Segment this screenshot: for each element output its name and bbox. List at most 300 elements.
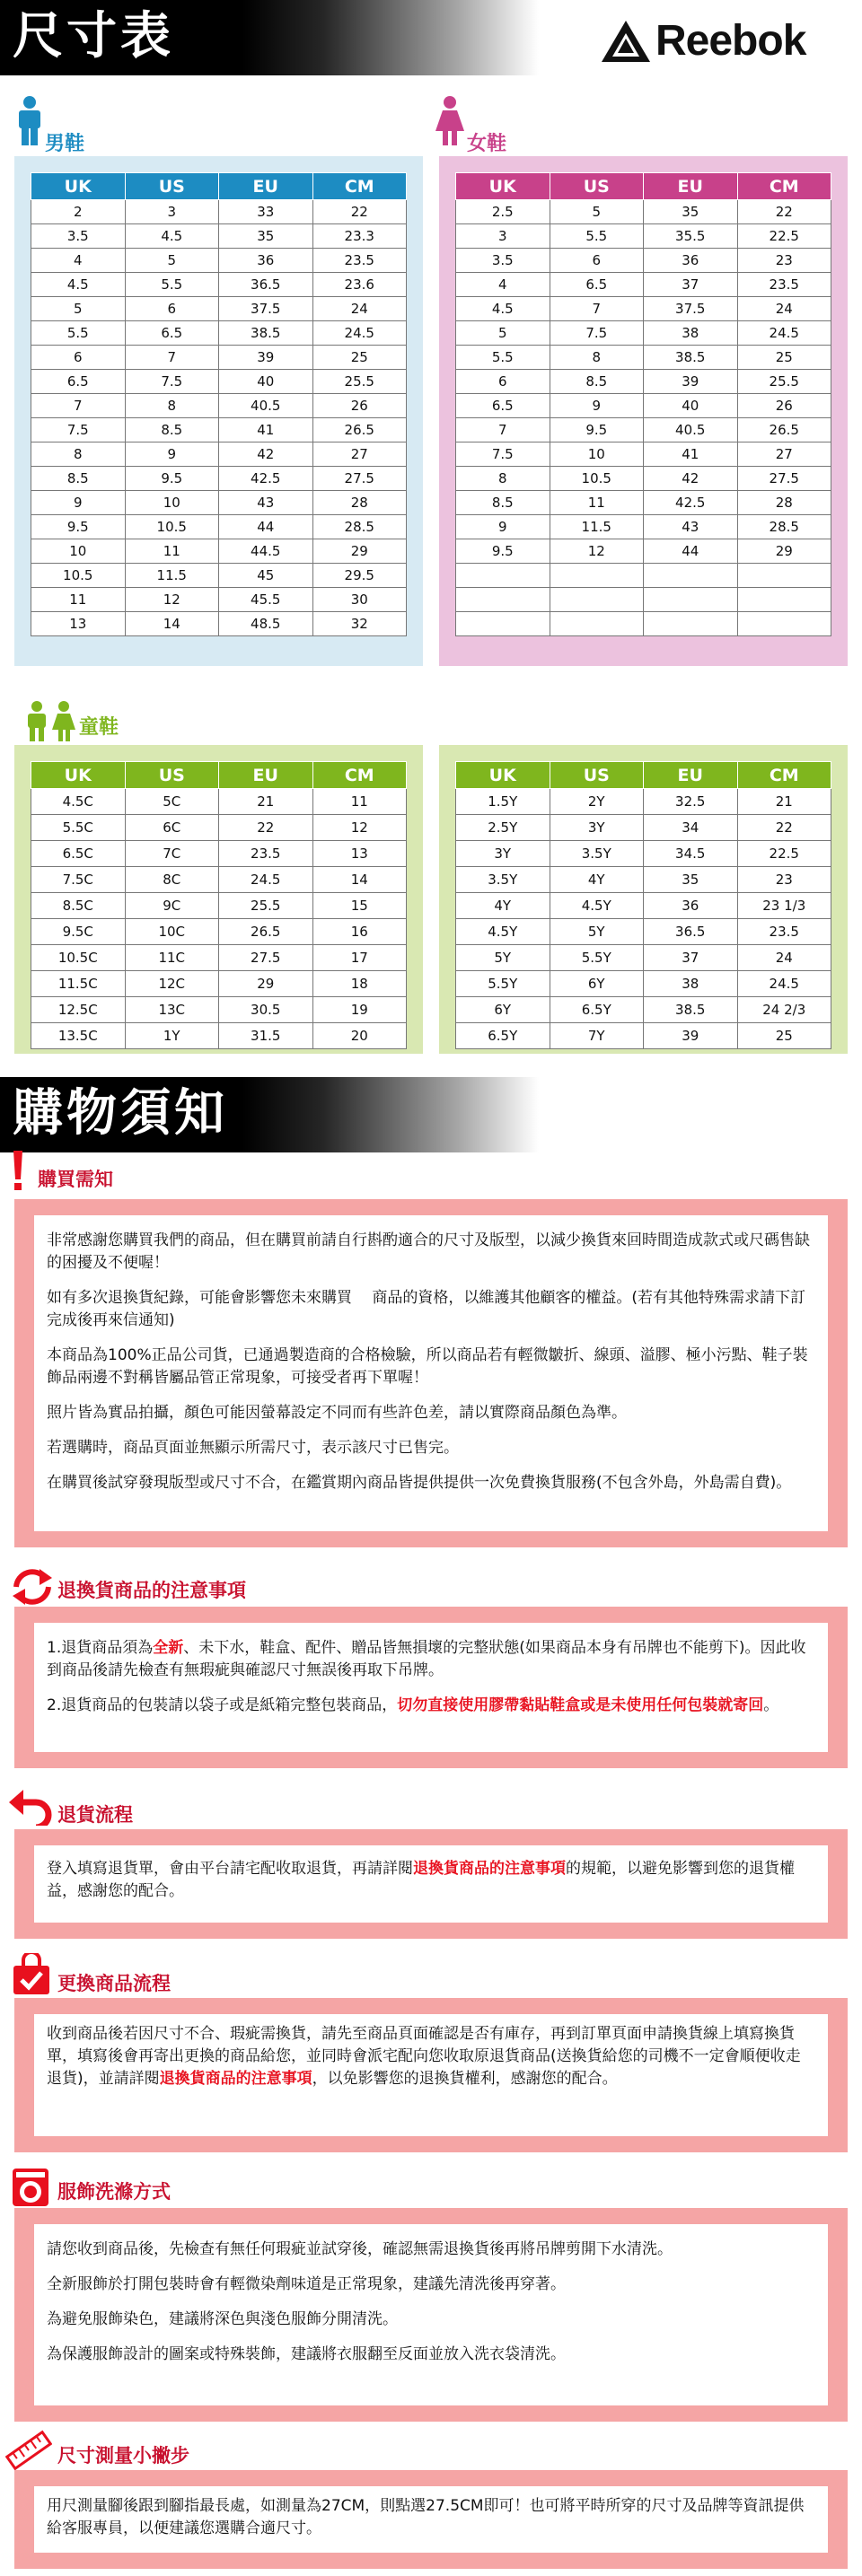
table-cell: 33: [219, 200, 313, 224]
return-note-2: 2.退貨商品的包裝請以袋子或是紙箱完整包裝商品，切勿直接使用膠帶黏貼鞋盒或是未使用任何包裝就寄回。: [47, 1696, 779, 1714]
gift-bag-icon: [11, 1953, 52, 1996]
table-cell: 4Y: [456, 893, 550, 919]
table-row: [31, 249, 407, 273]
brand-name: Reebok: [655, 17, 806, 65]
table-cell: 4.5: [456, 297, 550, 321]
table-cell: 29: [312, 539, 407, 564]
col-us: US: [550, 173, 644, 200]
table-cell: 12.5C: [31, 997, 126, 1023]
table-row: [31, 539, 407, 564]
table-cell: 44: [219, 515, 313, 539]
table-cell: 5: [456, 321, 550, 346]
table-row: [31, 394, 407, 418]
table-row: [456, 346, 831, 370]
table-cell: 41: [219, 418, 313, 442]
col-cm: CM: [737, 762, 831, 789]
table-cell: 22: [737, 200, 831, 224]
table-row: [456, 612, 831, 636]
washing-heading-text: 服飾洗滌方式: [57, 2181, 171, 2203]
table-cell: 5Y: [456, 945, 550, 971]
col-eu: EU: [644, 173, 738, 200]
table-cell: 5Y: [550, 919, 644, 945]
table-row: [31, 200, 407, 224]
return-notes-heading-text: 退換貨商品的注意事項: [57, 1580, 246, 1601]
table-cell: 2Y: [550, 789, 644, 815]
table-row: [456, 588, 831, 612]
return-flow-content: 登入填寫退貨單，會由平台請宅配收取退貨，再請詳閱退換貨商品的注意事項的規範，以避免影響到您的退貨權益，感謝您的配合。: [34, 1845, 828, 1923]
table-cell: 22: [312, 200, 407, 224]
table-row: [456, 467, 831, 491]
ruler-icon: [5, 2429, 52, 2472]
col-eu: EU: [219, 173, 313, 200]
table-cell: 27: [312, 442, 407, 467]
table-cell: 6C: [125, 815, 219, 841]
table-cell: 8.5: [125, 418, 219, 442]
table-cell: 29: [737, 539, 831, 564]
table-row: [456, 249, 831, 273]
table-cell: 28.5: [737, 515, 831, 539]
table-row: [456, 564, 831, 588]
table-cell: 23.5: [737, 919, 831, 945]
table-cell: 3.5: [31, 224, 126, 249]
table-row: [456, 224, 831, 249]
exchange-flow-box: [14, 1998, 848, 2152]
table-row: [456, 867, 831, 893]
table-cell: 39: [219, 346, 313, 370]
table-cell: 22.5: [737, 224, 831, 249]
table-row: [31, 893, 407, 919]
exchange-flow-heading-text: 更換商品流程: [57, 1973, 171, 1994]
table-cell: 8.5: [456, 491, 550, 515]
table-cell: 38.5: [219, 321, 313, 346]
table-cell: 11: [312, 789, 407, 815]
table-cell: [644, 564, 738, 588]
table-cell: 8: [31, 442, 126, 467]
table-row: [31, 491, 407, 515]
purchase-p1: 非常感謝您購買我們的商品，但在購買前請自行斟酌適合的尺寸及版型，以減少換貨來回時間造成款式或尺碼售缺的困擾及不便喔！: [47, 1231, 810, 1272]
table-cell: 26: [312, 394, 407, 418]
table-cell: 35.5: [644, 224, 738, 249]
table-cell: 5.5: [31, 321, 126, 346]
table-cell: 40.5: [644, 418, 738, 442]
table-cell: 10: [550, 442, 644, 467]
col-uk: UK: [31, 762, 126, 789]
table-row: [31, 346, 407, 370]
table-cell: 14: [125, 612, 219, 636]
table-cell: [456, 612, 550, 636]
kids-size-table-right: [455, 761, 831, 1049]
table-cell: 6: [31, 346, 126, 370]
table-cell: 8: [125, 394, 219, 418]
table-cell: 30: [312, 588, 407, 612]
table-row: [456, 997, 831, 1023]
table-row: [456, 815, 831, 841]
table-cell: 10: [31, 539, 126, 564]
exchange-flow-heading: [57, 1971, 171, 1996]
purchase-heading: [38, 1167, 113, 1192]
table-cell: 29.5: [312, 564, 407, 588]
table-cell: 8.5: [31, 467, 126, 491]
table-cell: 6.5C: [31, 841, 126, 867]
table-row: [31, 919, 407, 945]
shopping-notice-banner: [0, 1077, 539, 1152]
table-cell: 29: [219, 971, 313, 997]
table-row: [456, 394, 831, 418]
table-cell: 32.5: [644, 789, 738, 815]
table-cell: 43: [644, 515, 738, 539]
table-cell: 26.5: [219, 919, 313, 945]
table-cell: 40: [219, 370, 313, 394]
col-cm: CM: [312, 173, 407, 200]
table-row: [31, 841, 407, 867]
table-cell: 2.5: [456, 200, 550, 224]
table-cell: 11.5: [550, 515, 644, 539]
kids-icon: [25, 700, 77, 741]
table-cell: 34.5: [644, 841, 738, 867]
purchase-heading-text: 購買需知: [38, 1169, 113, 1190]
table-cell: 11C: [125, 945, 219, 971]
table-cell: 38.5: [644, 997, 738, 1023]
table-cell: 39: [644, 1023, 738, 1049]
shopping-notice-title: 購物須知: [13, 1084, 228, 1143]
table-cell: 6: [125, 297, 219, 321]
table-cell: 3: [456, 224, 550, 249]
table-cell: 27.5: [219, 945, 313, 971]
table-cell: 7.5: [550, 321, 644, 346]
return-flow-box: [14, 1829, 848, 1939]
table-row: [31, 588, 407, 612]
table-cell: 12: [125, 588, 219, 612]
table-cell: 25: [737, 1023, 831, 1049]
table-cell: 8.5C: [31, 893, 126, 919]
table-cell: 27: [737, 442, 831, 467]
table-cell: 8C: [125, 867, 219, 893]
table-row: [456, 515, 831, 539]
table-cell: 7: [456, 418, 550, 442]
table-cell: 4.5C: [31, 789, 126, 815]
table-cell: 13.5C: [31, 1023, 126, 1049]
washing-p1: 請您收到商品後，先檢查有無任何瑕疵並試穿後，確認無需退換貨後再將吊牌剪開下水清洗。: [47, 2240, 673, 2258]
woman-icon: [435, 95, 465, 145]
table-cell: 36.5: [644, 919, 738, 945]
table-cell: 24 2/3: [737, 997, 831, 1023]
table-row: [31, 789, 407, 815]
kids-label: 童鞋: [79, 716, 119, 739]
return-arrow-icon: [9, 1786, 54, 1826]
women-size-panel: [439, 156, 848, 666]
table-cell: 27.5: [737, 467, 831, 491]
table-cell: 22.5: [737, 841, 831, 867]
table-cell: 24.5: [737, 321, 831, 346]
table-cell: 27.5: [312, 467, 407, 491]
washing-box: [14, 2208, 848, 2422]
table-row: [31, 997, 407, 1023]
table-cell: 16: [312, 919, 407, 945]
table-cell: 2: [31, 200, 126, 224]
table-cell: 44.5: [219, 539, 313, 564]
table-cell: 31.5: [219, 1023, 313, 1049]
size-chart-title: 尺寸表: [13, 7, 174, 66]
table-cell: 18: [312, 971, 407, 997]
table-cell: 6.5: [550, 273, 644, 297]
table-row: [31, 971, 407, 997]
table-cell: 23: [737, 249, 831, 273]
table-cell: 35: [644, 867, 738, 893]
table-row: [31, 1023, 407, 1049]
table-cell: 9: [31, 491, 126, 515]
table-row: [456, 971, 831, 997]
table-cell: 36: [644, 249, 738, 273]
table-row: [31, 442, 407, 467]
table-row: [456, 841, 831, 867]
table-cell: 21: [219, 789, 313, 815]
table-cell: 41: [644, 442, 738, 467]
table-row: [31, 370, 407, 394]
table-cell: 48.5: [219, 612, 313, 636]
table-cell: 6Y: [456, 997, 550, 1023]
table-cell: 34: [644, 815, 738, 841]
table-cell: 6.5Y: [550, 997, 644, 1023]
table-cell: 40.5: [219, 394, 313, 418]
table-row: [31, 297, 407, 321]
exchange-icon: [11, 1567, 54, 1607]
table-cell: [550, 612, 644, 636]
return-notes-heading: [57, 1578, 246, 1603]
table-cell: 13: [31, 612, 126, 636]
table-row: [456, 919, 831, 945]
table-cell: 25: [737, 346, 831, 370]
table-cell: 13C: [125, 997, 219, 1023]
table-cell: 5C: [125, 789, 219, 815]
table-cell: 38: [644, 321, 738, 346]
table-cell: 36: [644, 893, 738, 919]
table-cell: 5: [31, 297, 126, 321]
table-cell: [737, 588, 831, 612]
table-cell: 23 1/3: [737, 893, 831, 919]
table-row: [31, 612, 407, 636]
table-cell: 3.5Y: [456, 867, 550, 893]
table-cell: 36: [219, 249, 313, 273]
measure-box: [14, 2470, 848, 2569]
table-cell: 24: [737, 945, 831, 971]
table-cell: 11: [31, 588, 126, 612]
washing-machine-icon: [11, 2167, 50, 2208]
table-cell: 10.5C: [31, 945, 126, 971]
table-row: [31, 321, 407, 346]
table-cell: 37: [644, 945, 738, 971]
table-cell: 32: [312, 612, 407, 636]
table-cell: 36.5: [219, 273, 313, 297]
table-cell: 4: [456, 273, 550, 297]
table-cell: 26: [737, 394, 831, 418]
men-label: 男鞋: [45, 133, 85, 155]
table-cell: 28: [737, 491, 831, 515]
measure-content: [34, 2486, 828, 2553]
table-cell: 45.5: [219, 588, 313, 612]
table-cell: 5.5Y: [550, 945, 644, 971]
men-size-panel: [14, 156, 423, 666]
men-size-table: [31, 172, 407, 636]
table-cell: 9.5C: [31, 919, 126, 945]
table-cell: 25.5: [737, 370, 831, 394]
purchase-p6: 在購買後試穿發現版型或尺寸不合，在鑑賞期內商品皆提供提供一次免費換貨服務(不包含外島，外島需自費)。: [47, 1474, 792, 1492]
table-cell: 24.5: [312, 321, 407, 346]
measure-heading: [57, 2443, 189, 2468]
table-cell: 7: [31, 394, 126, 418]
table-cell: 7.5: [31, 418, 126, 442]
table-row: [456, 321, 831, 346]
return-flow-heading: [57, 1802, 133, 1827]
table-cell: 5.5: [456, 346, 550, 370]
table-cell: 21: [737, 789, 831, 815]
exclamation-icon: [11, 1151, 25, 1192]
table-cell: 5.5: [125, 273, 219, 297]
kids-size-table-left: [31, 761, 407, 1049]
col-us: US: [125, 173, 219, 200]
table-cell: 10C: [125, 919, 219, 945]
table-cell: 23.6: [312, 273, 407, 297]
table-cell: 44: [644, 539, 738, 564]
table-cell: 22: [219, 815, 313, 841]
table-row: [31, 515, 407, 539]
reebok-logo: [600, 16, 842, 66]
table-cell: 23.5: [219, 841, 313, 867]
size-chart-banner: [0, 0, 539, 75]
table-row: [456, 539, 831, 564]
exchange-flow-content: 收到商品後若因尺寸不合、瑕疵需換貨，請先至商品頁面確認是否有庫存，再到訂單頁面申請換貨線上填寫換貨單，填寫後會再寄出更換的商品給您，並同時會派宅配向您收取原退貨商品(送換貨給您的司機不一定會順便收走退貨)，並請詳閱退換貨商品的注意事項，以免影響您的退換貨權利，感謝您的配合。: [34, 2014, 828, 2136]
table-cell: 11.5C: [31, 971, 126, 997]
table-cell: 24.5: [219, 867, 313, 893]
table-cell: 8: [456, 467, 550, 491]
table-row: [31, 945, 407, 971]
col-uk: UK: [456, 762, 550, 789]
table-cell: [456, 564, 550, 588]
table-cell: 1.5Y: [456, 789, 550, 815]
table-cell: 10: [125, 491, 219, 515]
table-cell: 28: [312, 491, 407, 515]
table-row: [31, 564, 407, 588]
table-cell: 6.5: [456, 394, 550, 418]
table-cell: 9.5: [550, 418, 644, 442]
table-cell: 10.5: [550, 467, 644, 491]
return-note-1: 1.退貨商品須為全新、未下水，鞋盒、配件、贈品皆無損壞的完整狀態(如果商品本身有吊牌也不能剪下)。因此收到商品後請先檢查有無瑕疵與確認尺寸無誤後再取下吊牌。: [47, 1639, 806, 1679]
table-cell: 11: [125, 539, 219, 564]
table-row: [456, 370, 831, 394]
table-row: [456, 1023, 831, 1049]
washing-p4: 為保護服飾設計的圖案或特殊裝飾，建議將衣服翻至反面並放入洗衣袋清洗。: [47, 2345, 566, 2363]
table-cell: 9.5: [125, 467, 219, 491]
table-cell: 12C: [125, 971, 219, 997]
measure-p1: 用尺測量腳後跟到腳指最長處，如測量為27CM，則點選27.5CM即可！也可將平時所穿的尺寸及品牌等資訊提供給客服專員，以便建議您選購合適尺寸。: [47, 2497, 805, 2537]
table-cell: 42.5: [219, 467, 313, 491]
table-cell: 9: [125, 442, 219, 467]
table-cell: 6: [456, 370, 550, 394]
table-cell: [550, 588, 644, 612]
table-row: [31, 467, 407, 491]
purchase-p3: 本商品為100%正品公司貨，已通過製造商的合格檢驗，所以商品若有輕微皺折、線頭、溢膠、極小污點、鞋子裝飾品兩邊不對稱皆屬品管正常現象，可接受者再下單喔！: [47, 1346, 808, 1387]
table-row: [456, 200, 831, 224]
col-eu: EU: [644, 762, 738, 789]
table-cell: 38: [644, 971, 738, 997]
table-cell: 24: [312, 297, 407, 321]
table-cell: 40: [644, 394, 738, 418]
table-cell: 10.5: [125, 515, 219, 539]
table-cell: 28.5: [312, 515, 407, 539]
table-row: [456, 491, 831, 515]
table-cell: 20: [312, 1023, 407, 1049]
return-flow-heading-text: 退貨流程: [57, 1804, 133, 1826]
table-cell: 25.5: [312, 370, 407, 394]
washing-content: [34, 2224, 828, 2405]
table-cell: 37.5: [644, 297, 738, 321]
table-cell: 6.5: [125, 321, 219, 346]
table-cell: 19: [312, 997, 407, 1023]
table-cell: 22: [737, 815, 831, 841]
table-cell: 7Y: [550, 1023, 644, 1049]
table-cell: [737, 564, 831, 588]
table-cell: 25: [312, 346, 407, 370]
table-cell: 4.5Y: [550, 893, 644, 919]
table-cell: 7C: [125, 841, 219, 867]
table-cell: 15: [312, 893, 407, 919]
table-cell: 10.5: [31, 564, 126, 588]
table-cell: 7: [125, 346, 219, 370]
table-cell: 38.5: [644, 346, 738, 370]
table-row: [456, 442, 831, 467]
table-row: [456, 297, 831, 321]
women-label: 女鞋: [467, 133, 507, 155]
return-notes-box: [14, 1607, 848, 1768]
table-row: [31, 418, 407, 442]
table-cell: 37: [644, 273, 738, 297]
col-eu: EU: [219, 762, 313, 789]
table-cell: 35: [219, 224, 313, 249]
table-cell: 9C: [125, 893, 219, 919]
table-cell: [737, 612, 831, 636]
table-row: [456, 418, 831, 442]
table-cell: 26.5: [312, 418, 407, 442]
col-cm: CM: [312, 762, 407, 789]
table-cell: 6.5Y: [456, 1023, 550, 1049]
col-uk: UK: [31, 173, 126, 200]
table-cell: 9: [550, 394, 644, 418]
table-cell: 42: [219, 442, 313, 467]
table-cell: 7: [550, 297, 644, 321]
table-cell: 5.5C: [31, 815, 126, 841]
table-cell: 5.5Y: [456, 971, 550, 997]
table-cell: 42.5: [644, 491, 738, 515]
table-cell: 3: [125, 200, 219, 224]
purchase-p5: 若選購時，商品頁面並無顯示所需尺寸，表示該尺寸已售完。: [47, 1439, 459, 1457]
return-notes-content: [34, 1623, 828, 1752]
table-row: [31, 273, 407, 297]
washing-p3: 為避免服飾染色，建議將深色與淺色服飾分開清洗。: [47, 2310, 398, 2328]
col-us: US: [550, 762, 644, 789]
table-cell: 4.5Y: [456, 919, 550, 945]
table-cell: 12: [550, 539, 644, 564]
table-cell: 1Y: [125, 1023, 219, 1049]
table-cell: 12: [312, 815, 407, 841]
table-cell: 37.5: [219, 297, 313, 321]
table-row: [31, 815, 407, 841]
table-cell: 24: [737, 297, 831, 321]
table-cell: 5: [550, 200, 644, 224]
col-us: US: [125, 762, 219, 789]
table-cell: 9.5: [456, 539, 550, 564]
table-cell: 6Y: [550, 971, 644, 997]
table-cell: 24.5: [737, 971, 831, 997]
measure-heading-text: 尺寸測量小撇步: [57, 2445, 189, 2466]
